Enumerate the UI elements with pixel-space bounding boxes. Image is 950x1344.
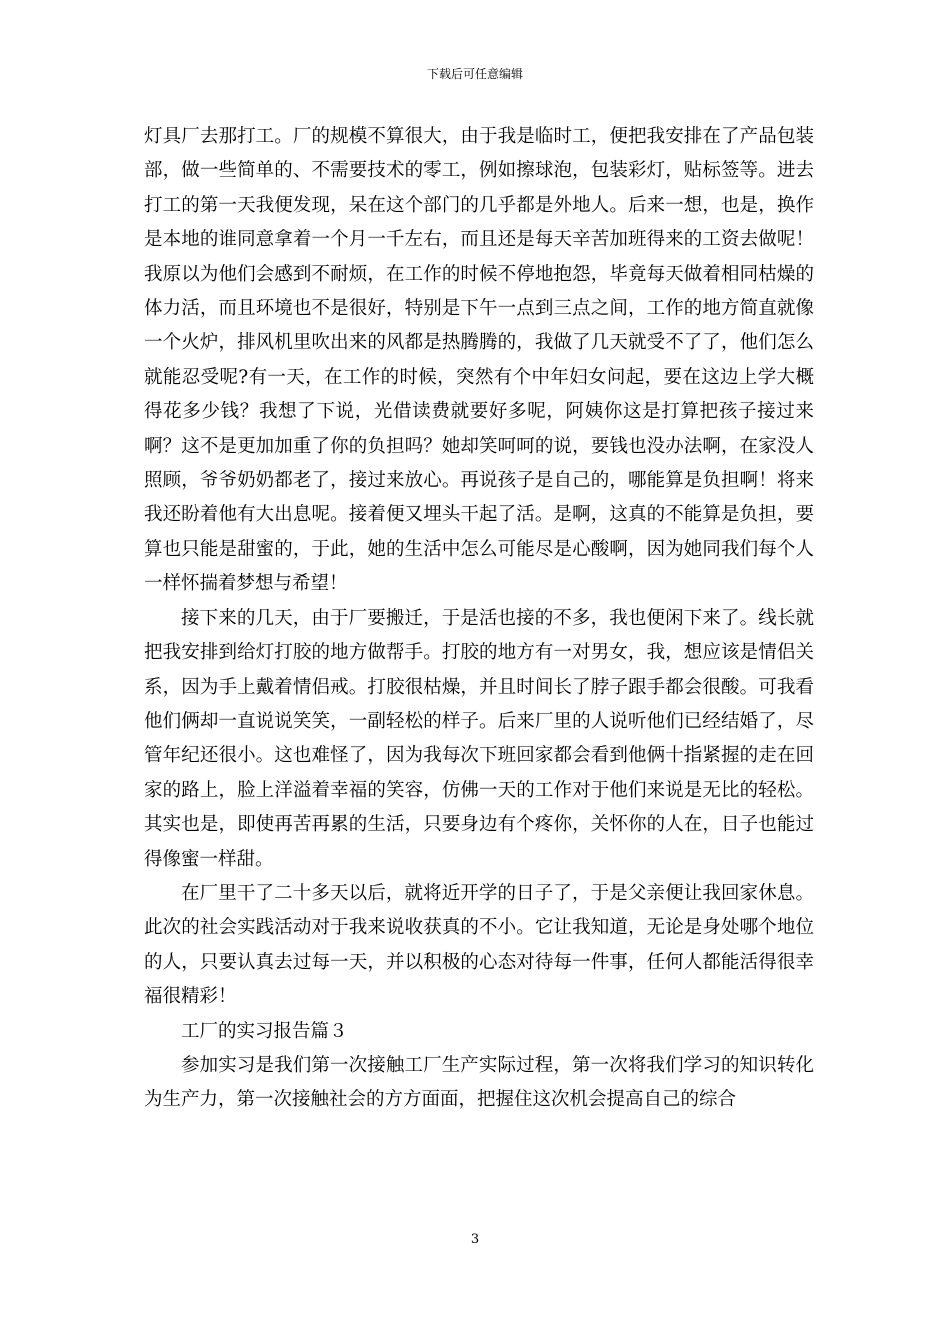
paragraph-1: 灯具厂去那打工。厂的规模不算很大，由于我是临时工，便把我安排在了产品包装部，做一些简单的、不需要技术的零工，例如擦球泡，包装彩灯，贴标签等。进去打工的第一天我便发现，呆在这个部门的几乎都是外地人。后来一想，也是，换作是本地的谁同意拿着一个月一千左右，而且还是每天辛苦加班得来的工资去做呢！我原以为他们会感到不耐烦，在工作的时候不停地抱怨，毕竟每天做着相同枯燥的体力活，而且环境也不是很好，特别是下午一点到三点之间，工作的地方简直就像一个火炉，排风机里吹出来的风都是热腾腾的，我做了几天就受不了了，他们怎么就能忍受呢?有一天，在工作的时候，突然有个中年妇女问起，要在这边上学大概得花多少钱？我想了下说，光借读费就要好多呢，阿姨你这是打算把孩子接过来啊？这不是更加加重了你的负担吗？她却笑呵呵的说，要钱也没办法啊，在家没人照顾，爷爷奶奶都老了，接过来放心。再说孩子是自己的，哪能算是负担啊！将来我还盼着他有大出息呢。接着便又埋头干起了活。是啊，这真的不能算是负担，要算也只能是甜蜜的，于此，她的生活中怎么可能尽是心酸啊，因为她同我们每个人一样怀揣着梦想与希望！ [144, 126, 814, 595]
page-header: 下载后可任意编辑 [426, 67, 523, 81]
paragraph-4: 参加实习是我们第一次接触工厂生产实际过程，第一次将我们学习的知识转化为生产力，第一次接触社会的方方面面，把握住这次机会提高自己的综合 [144, 1054, 814, 1111]
paragraph-2: 接下来的几天，由于厂要搬迁，于是活也接的不多，我也便闲下来了。线长就把我安排到给灯打胶的地方做帮手。打胶的地方有一对男女，我，想应该是情侣关系，因为手上戴着情侣戒。打胶很枯燥，并且时间长了脖子跟手都会很酸。可我看他们俩却一直说说笑笑，一副轻松的样子。后来厂里的人说听他们已经结婚了，尽管年纪还很小。这也难怪了，因为我每次下班回家都会看到他俩十指紧握的走在回家的路上，脸上洋溢着幸福的笑容，仿佛一天的工作对于他们来说是无比的轻松。其实也是，即使再苦再累的生活，只要身边有个疼你，关怀你的人在，日子也能过得像蜜一样甜。 [144, 607, 814, 870]
section-heading: 工厂的实习报告篇３ [181, 1020, 348, 1042]
page-number: 3 [470, 1232, 480, 1247]
paragraph-3: 在厂里干了二十多天以后，就将近开学的日子了，于是父亲便让我回家休息。此次的社会实践活动对于我来说收获真的不小。它让我知道，无论是身处哪个地位的人，只要认真去过每一天，并以积极的心态对待每一件事，任何人都能活得很幸福很精彩！ [144, 882, 814, 1008]
document-body [144, 120, 814, 1118]
